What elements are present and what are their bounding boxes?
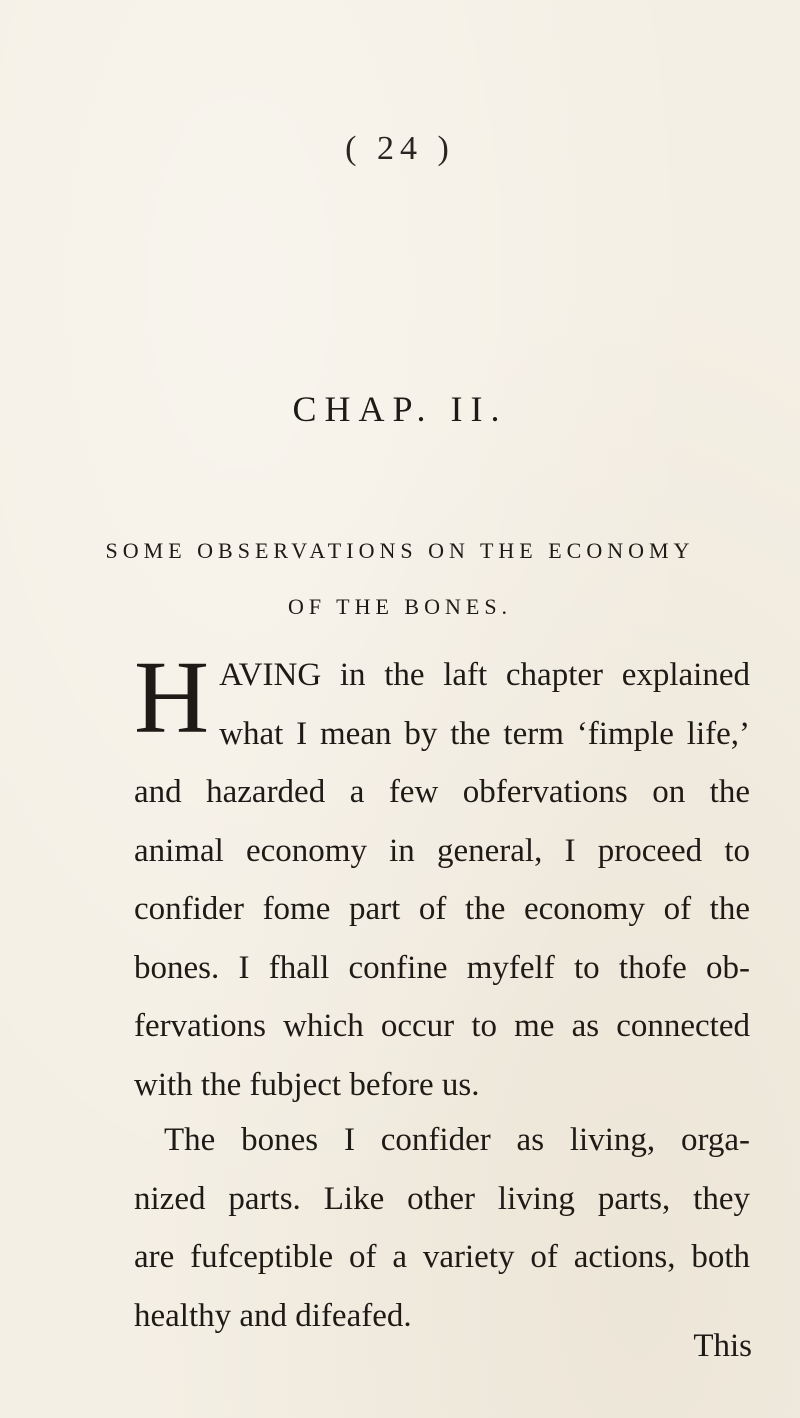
text-line: confider fome part of the economy of the xyxy=(134,891,750,927)
paragraph-2 xyxy=(134,1111,750,1345)
text-line: healthy and difeafed. xyxy=(134,1297,412,1334)
text-line: what I mean by the term ‘fimple life,’ xyxy=(219,715,750,752)
text-line: bones. I fhall confine myfelf to thofe ob- xyxy=(134,949,750,986)
text-line: The bones I confider as living, orga- xyxy=(164,1122,750,1158)
catchword: This xyxy=(693,1328,752,1364)
text-line: fervations which occur to me as connected xyxy=(134,1008,750,1044)
text-line: animal economy in general, I proceed to xyxy=(134,832,750,869)
text-line: are fufceptible of a variety of actions, both xyxy=(134,1239,750,1275)
drop-cap: H xyxy=(134,640,210,755)
text-line: with the fubject before us. xyxy=(134,1066,480,1103)
text-line: and hazarded a few obfervations on the xyxy=(134,774,750,810)
section-title-line-2: OF THE BONES. xyxy=(287,594,513,619)
page-number: ( 24 ) xyxy=(345,130,455,167)
section-title-line-1: SOME OBSERVATIONS ON THE ECONOMY xyxy=(105,538,695,563)
chapter-heading: CHAP. II. xyxy=(292,389,508,429)
text-line: AVING in the laft chapter explained xyxy=(219,657,750,693)
paragraph-1 xyxy=(134,640,750,1114)
text-line: nized parts. Like other living parts, they xyxy=(134,1180,750,1217)
